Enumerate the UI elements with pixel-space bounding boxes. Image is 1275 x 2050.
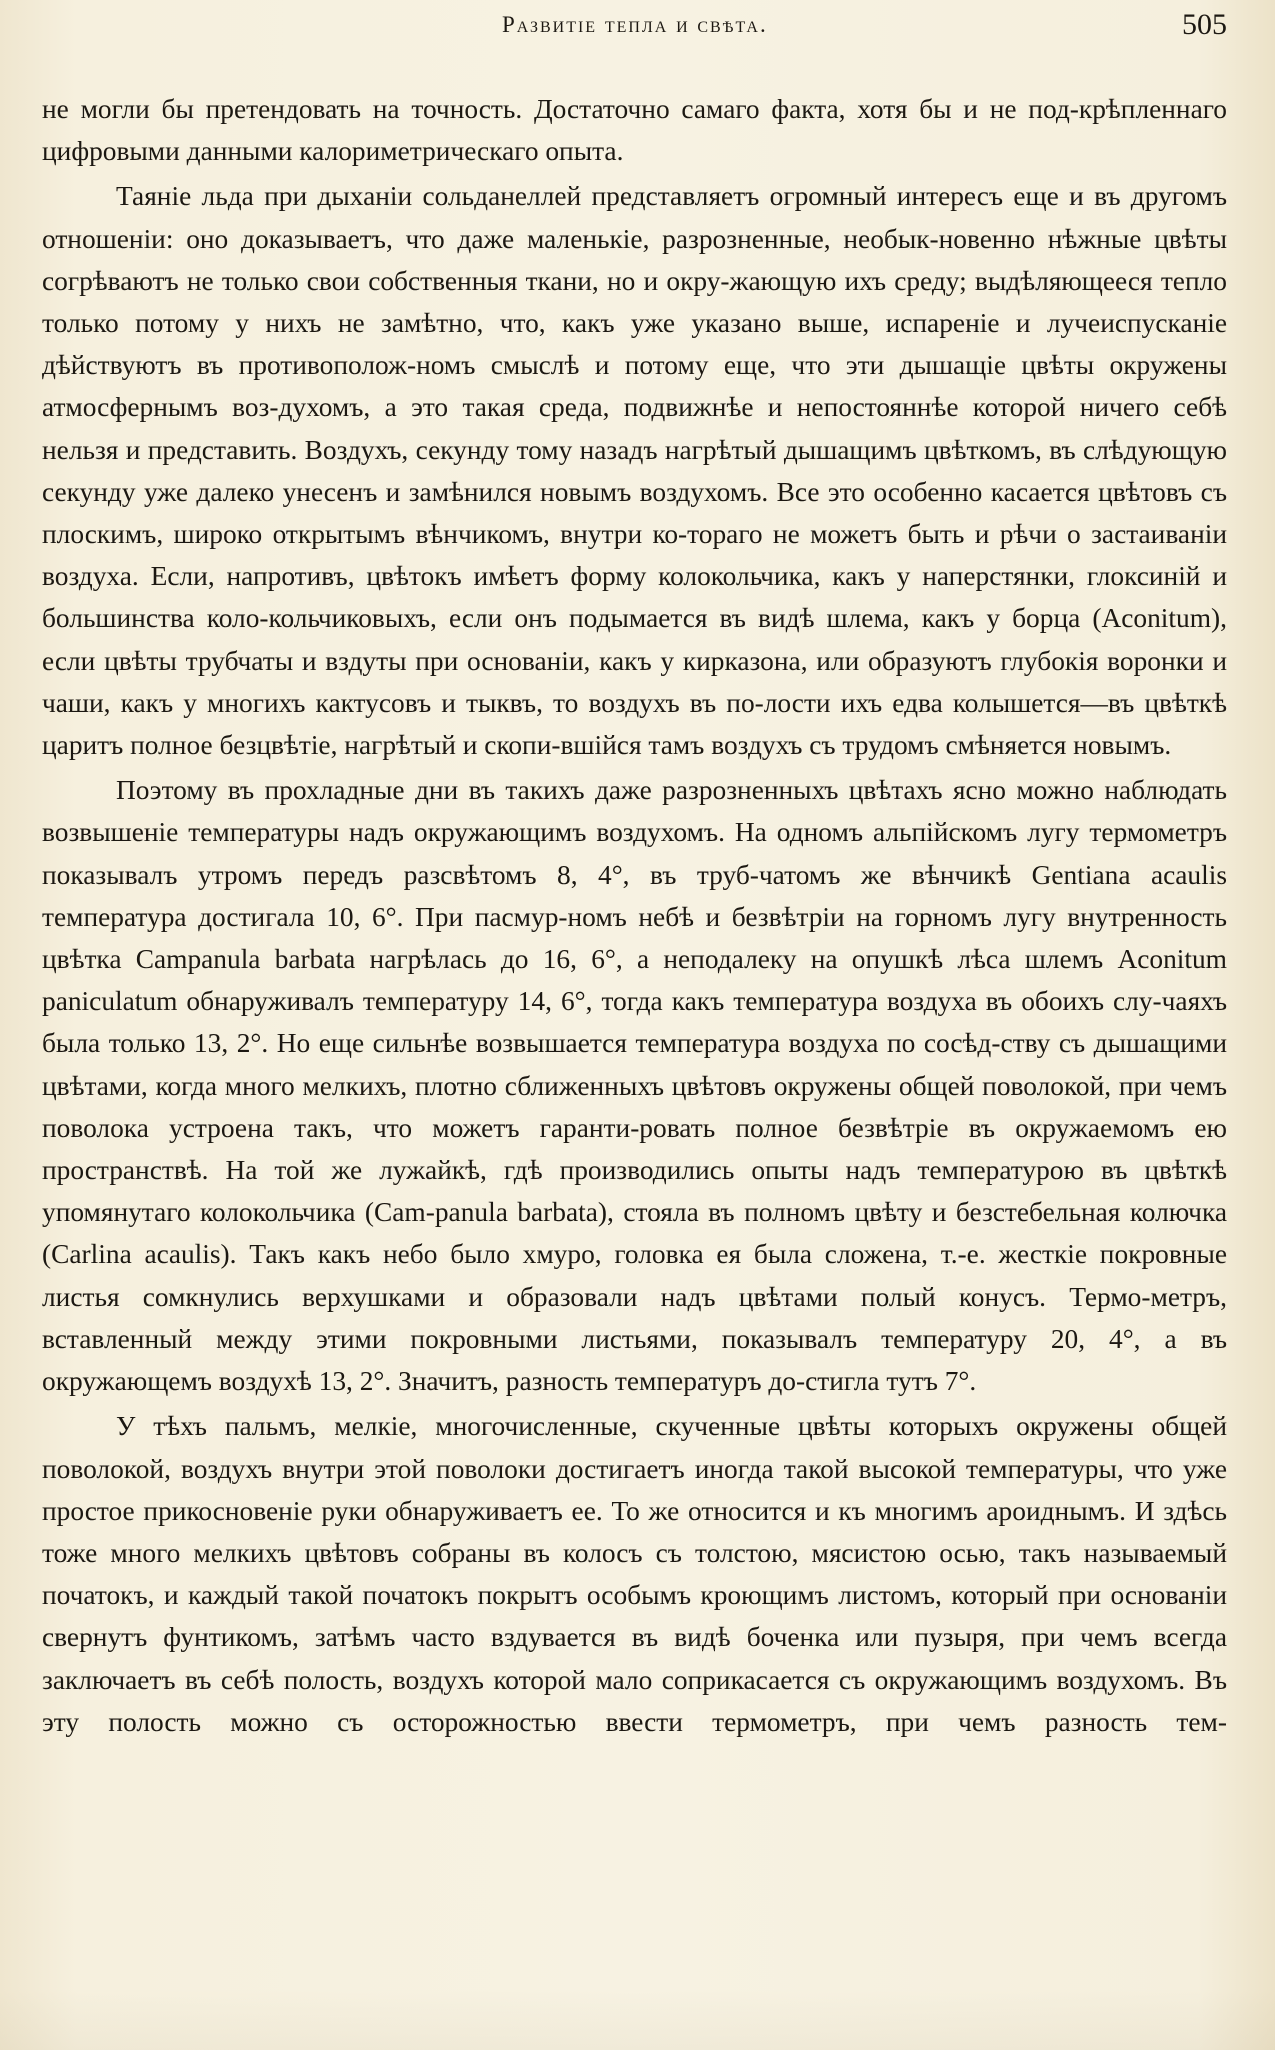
paragraph: Поэтому въ прохладные дни въ такихъ даже разрозненныхъ цвѣтахъ ясно можно наблюдать возвышеніе температуры надъ окружающимъ воздухомъ. На одномъ альпійскомъ лугу термометръ показывалъ утромъ передъ разсвѣтомъ 8, 4°, въ труб-чатомъ же вѣнчикѣ Gentiana acaulis температура достигала 10, 6°. При пасмур-номъ небѣ и безвѣтріи на горномъ лугу внутренность цвѣтка Campanula barbata нагрѣлась до 16, 6°, а неподалеку на опушкѣ лѣса шлемъ Aconitum paniculatum обнаруживалъ температуру 14, 6°, тогда какъ температура воздуха въ обоихъ слу-чаяхъ была только 13, 2°. Но еще сильнѣе возвышается температура воздуха по сосѣд-ству съ дышащими цвѣтами, когда много мелкихъ, плотно сближенныхъ цвѣтовъ окружены общей поволокой, при чемъ поволока устроена такъ, что можетъ гаранти-ровать полное безвѣтріе въ окружаемомъ ею пространствѣ. На той же лужайкѣ, гдѣ производились опыты надъ температурою въ цвѣткѣ упомянутаго колокольчика (Cam-panula barbata), стояла въ полномъ цвѣту и безстебельная колючка (Carlina acaulis). Такъ какъ небо было хмуро, головка ея была сложена, т.-е. жесткіе покровные листья сомкнулись верхушками и образовали надъ цвѣтами полый конусъ. Термо-метръ, вставленный между этими покровными листьями, показывалъ температуру 20, 4°, а въ окружающемъ воздухѣ 13, 2°. Значитъ, разность температуръ до-стигла тутъ 7°.	[42, 775, 1228, 1397]
page-edge-shadow	[0, 1990, 1275, 2050]
page-header	[40, 8, 1227, 48]
body-text	[42, 88, 1227, 1746]
paragraph: У тѣхъ пальмъ, мелкіе, многочисленные, скученные цвѣты которыхъ окружены общей поволокой, воздухъ внутри этой поволоки достигаетъ иногда такой высокой температуры, что уже простое прикосновеніе руки обнаруживаетъ ее. То же относится и къ многимъ ароиднымъ. И здѣсь тоже много мелкихъ цвѣтовъ собраны въ колосъ съ толстою, мясистою осью, такъ называемый початокъ, и каждый такой початокъ покрытъ особымъ кроющимъ листомъ, который при основаніи свернутъ фунтикомъ, затѣмъ часто вздувается въ видѣ боченка или пузыря, при чемъ всегда заключаетъ въ себѣ полость, воздухъ которой мало соприкасается съ окружающимъ воздухомъ. Въ эту полость можно съ осторожностью ввести термометръ, при чемъ разность тем-	[42, 1411, 1227, 1737]
running-head: Развитіе тепла и свѣта.	[502, 12, 768, 37]
paragraph-continuation: не могли бы претендовать на точность. Достаточно самаго факта, хотя бы и не под-крѣпленнаго цифровыми данными калориметрическаго опыта.	[42, 94, 1227, 167]
page-number: 505	[1182, 8, 1227, 41]
paragraph: Таяніе льда при дыханіи сольданеллей представляетъ огромный интересъ еще и въ другомъ отношеніи: оно доказываетъ, что даже маленькіе, разрозненные, необык-новенно нѣжные цвѣты согрѣваютъ не только свои собственныя ткани, но и окру-жающую ихъ среду; выдѣляющееся тепло только потому у нихъ не замѣтно, что, какъ уже указано выше, испареніе и лучеиспусканіе дѣйствуютъ въ противополож-номъ смыслѣ и потому еще, что эти дышащіе цвѣты окружены атмосфернымъ воз-духомъ, а это такая среда, подвижнѣе и непостояннѣе которой ничего себѣ нельзя и представить. Воздухъ, секунду тому назадъ нагрѣтый дышащимъ цвѣткомъ, въ слѣдующую секунду уже далеко унесенъ и замѣнился новымъ воздухомъ. Все это особенно касается цвѣтовъ съ плоскимъ, широко открытымъ вѣнчикомъ, внутри ко-тораго не можетъ быть и рѣчи о застаиваніи воздуха. Если, напротивъ, цвѣтокъ имѣетъ форму колокольчика, какъ у наперстянки, глоксиній и большинства коло-кольчиковыхъ, если онъ подымается въ видѣ шлема, какъ у борца (Aconitum), если цвѣты трубчаты и вздуты при основаніи, какъ у кирказона, или образуютъ глубокія воронки и чаши, какъ у многихъ кактусовъ и тыквъ, то воздухъ въ по-лости ихъ едва колышется—въ цвѣткѣ царитъ полное безцвѣтіе, нагрѣтый и скопи-вшійся тамъ воздухъ съ трудомъ смѣняется новымъ.	[42, 181, 1227, 761]
